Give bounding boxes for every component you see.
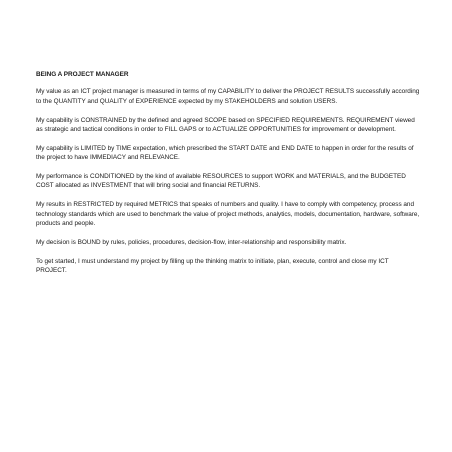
- paragraph-capability-scope: My capability is CONSTRAINED by the defined and agreed SCOPE based on SPECIFIED REQUIREMENTS. REQUIREMENT viewed as strategic and tactical conditions in order to FILL GAPS or to ACTUALIZE OPPORTUNITIES for improvement or development.: [36, 116, 415, 134]
- paragraph-results: My results in RESTRICTED by required METRICS that speaks of numbers and quality. I have to comply with competency, process and technology standards which are used to benchmark the value of project methods, analytics, models, documentation, hardware, software, products and people.: [36, 201, 420, 228]
- document-page: [36, 70, 420, 285]
- paragraph-value: My value as an ICT project manager is measured in terms of my CAPABILITY to deliver the PROJECT RESULTS successfully according to the QUANTITY and QUALITY of EXPERIENCE expected by my STAKEHOLDERS and solution USERS.: [36, 88, 420, 105]
- paragraph-performance: My performance is CONDITIONED by the kind of available RESOURCES to support WORK and MATERIALS, and the BUDGETED COST allocated as INVESTMENT that will bring social and financial RETURNS.: [36, 173, 406, 190]
- paragraph-get-started: To get started, I must understand my project by filling up the thinking matrix to initiate, plan, execute, control and close my ICT PROJECT.: [36, 257, 389, 275]
- paragraph-capability-time: My capability is LIMITED by TIME expectation, which prescribed the START DATE and END DATE to happen in order for the results of the project to have IMMEDIACY and RELEVANCE.: [36, 144, 414, 162]
- document-title: BEING A PROJECT MANAGER: [36, 71, 129, 78]
- paragraph-decision: My decision is BOUND by rules, policies, procedures, decision-flow, inter-relationship and responsibility matrix.: [36, 238, 347, 246]
